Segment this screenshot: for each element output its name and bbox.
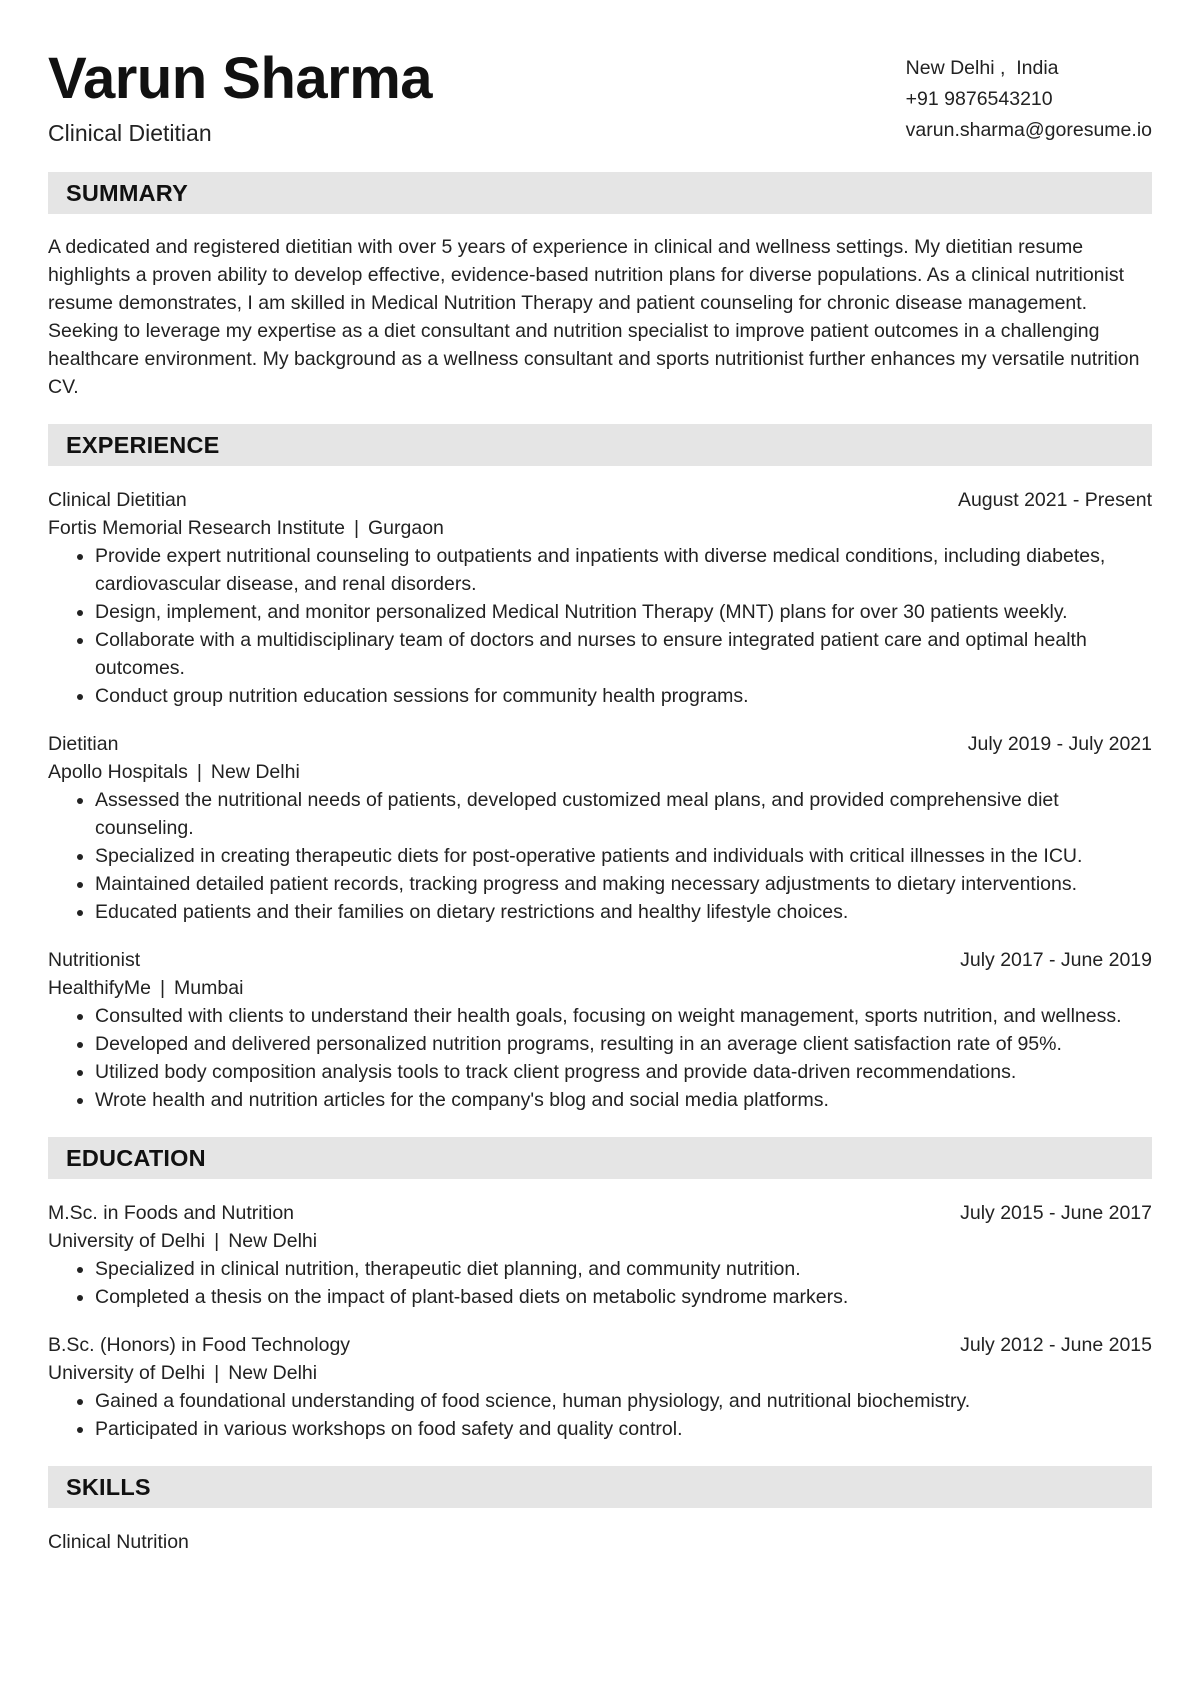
entry-header xyxy=(48,1331,1152,1359)
section-heading-experience: EXPERIENCE xyxy=(48,424,1152,466)
resume-header xyxy=(48,44,1152,172)
experience-list xyxy=(48,486,1152,1114)
education-list xyxy=(48,1199,1152,1443)
entry-dates: July 2012 - June 2015 xyxy=(960,1334,1152,1356)
entry-org: HealthifyMe xyxy=(48,977,151,999)
bullet-item: • Educated patients and their families on dietary restrictions and healthy lifestyle choices. xyxy=(95,898,1152,926)
entry-org-line xyxy=(48,1359,1152,1387)
bullet-item: • Collaborate with a multidisciplinary team of doctors and nurses to ensure integrated patient care and optimal health outcomes. xyxy=(95,626,1152,682)
entry-place: New Delhi xyxy=(228,1362,318,1384)
contact-location: New Delhi , India xyxy=(905,57,1059,79)
entry-org-line xyxy=(48,974,1152,1002)
skill-item: Clinical Nutrition xyxy=(48,1531,189,1553)
education-entry xyxy=(48,1331,1152,1443)
education-entry xyxy=(48,1199,1152,1311)
bullet-item: • Completed a thesis on the impact of plant-based diets on metabolic syndrome markers. xyxy=(95,1283,1152,1311)
skills-list xyxy=(48,1528,1152,1556)
name-block xyxy=(48,44,432,145)
entry-dates: July 2019 - July 2021 xyxy=(967,733,1152,755)
entry-org-line xyxy=(48,1227,1152,1255)
summary-text: A dedicated and registered dietitian with over 5 years of experience in clinical and wellness settings. My dietitian resume highlights a proven ability to develop effective, evidence-based nutrition plans for diverse populations. As a clinical nutritionist resume demonstrates, I am skilled in Medical Nutrition Therapy and patient counseling for chronic disease management. Seeking to leverage my expertise as a diet consultant and nutrition specialist to improve patient outcomes in a challenging healthcare environment. My background as a wellness consultant and sports nutritionist further enhances my versatile nutrition CV. xyxy=(48,236,1140,398)
bullet-item: • Specialized in clinical nutrition, therapeutic diet planning, and community nutrition. xyxy=(95,1255,1152,1283)
bullet-item: • Wrote health and nutrition articles for the company's blog and social media platforms. xyxy=(95,1086,1152,1114)
contact-block xyxy=(906,53,1152,146)
experience-entry xyxy=(48,486,1152,710)
bullet-item: • Conduct group nutrition education sessions for community health programs. xyxy=(95,682,1152,710)
bullet-item: • Assessed the nutritional needs of patients, developed customized meal plans, and provided comprehensive diet counseling. xyxy=(95,786,1152,842)
entry-header xyxy=(48,1199,1152,1227)
entry-place: Mumbai xyxy=(174,977,244,999)
entry-dates: July 2017 - June 2019 xyxy=(960,949,1152,971)
separator: | xyxy=(159,977,166,999)
entry-bullets xyxy=(48,1002,1152,1114)
section-heading-summary: SUMMARY xyxy=(48,172,1152,214)
entry-bullets xyxy=(48,542,1152,710)
entry-header xyxy=(48,486,1152,514)
entry-dates: August 2021 - Present xyxy=(957,489,1152,511)
entry-org-line xyxy=(48,758,1152,786)
entry-place: New Delhi xyxy=(210,761,300,783)
contact-email: varun.sharma@goresume.io xyxy=(905,119,1152,141)
entry-role: Clinical Dietitian xyxy=(48,489,187,511)
bullet-item: • Provide expert nutritional counseling to outpatients and inpatients with diverse medical conditions, including diabetes, cardiovascular disease, and renal disorders. xyxy=(95,542,1152,598)
entry-org-line xyxy=(48,514,1152,542)
entry-degree: B.Sc. (Honors) in Food Technology xyxy=(48,1334,351,1356)
contact-phone: +91 9876543210 xyxy=(905,88,1053,110)
bullet-item: • Developed and delivered personalized nutrition programs, resulting in an average client satisfaction rate of 95%. xyxy=(95,1030,1152,1058)
entry-org: Apollo Hospitals xyxy=(48,761,188,783)
separator: | xyxy=(353,517,360,539)
entry-bullets xyxy=(48,1255,1152,1311)
entry-place: Gurgaon xyxy=(368,517,444,539)
entry-place: New Delhi xyxy=(228,1230,318,1252)
bullet-item: • Gained a foundational understanding of food science, human physiology, and nutritional biochemistry. xyxy=(95,1387,1152,1415)
entry-org: University of Delhi xyxy=(48,1230,206,1252)
bullet-item: • Utilized body composition analysis tools to track client progress and provide data-driven recommendations. xyxy=(95,1058,1152,1086)
bullet-item: • Maintained detailed patient records, tracking progress and making necessary adjustments to dietary interventions. xyxy=(95,870,1152,898)
entry-bullets xyxy=(48,786,1152,926)
entry-degree: M.Sc. in Foods and Nutrition xyxy=(48,1202,295,1224)
bullet-item: • Specialized in creating therapeutic diets for post-operative patients and individuals with critical illnesses in the ICU. xyxy=(95,842,1152,870)
entry-role: Dietitian xyxy=(48,733,119,755)
entry-org: University of Delhi xyxy=(48,1362,206,1384)
entry-header xyxy=(48,946,1152,974)
separator: | xyxy=(214,1230,220,1252)
experience-entry xyxy=(48,946,1152,1114)
bullet-item: • Consulted with clients to understand their health goals, focusing on weight management, sports nutrition, and wellness. xyxy=(95,1002,1152,1030)
bullet-item: • Design, implement, and monitor personalized Medical Nutrition Therapy (MNT) plans for over 30 patients weekly. xyxy=(95,598,1152,626)
experience-entry xyxy=(48,730,1152,926)
candidate-name: Varun Sharma xyxy=(48,46,433,111)
section-heading-education: EDUCATION xyxy=(48,1137,1152,1179)
bullet-item: • Participated in various workshops on food safety and quality control. xyxy=(95,1415,1152,1443)
separator: | xyxy=(214,1362,220,1384)
section-heading-skills: SKILLS xyxy=(48,1466,1152,1508)
separator: | xyxy=(196,761,202,783)
entry-header xyxy=(48,730,1152,758)
entry-dates: July 2015 - June 2017 xyxy=(960,1202,1152,1224)
candidate-title: Clinical Dietitian xyxy=(48,120,212,146)
entry-org: Fortis Memorial Research Institute xyxy=(48,517,345,539)
entry-bullets xyxy=(48,1387,1152,1443)
entry-role: Nutritionist xyxy=(48,949,141,971)
